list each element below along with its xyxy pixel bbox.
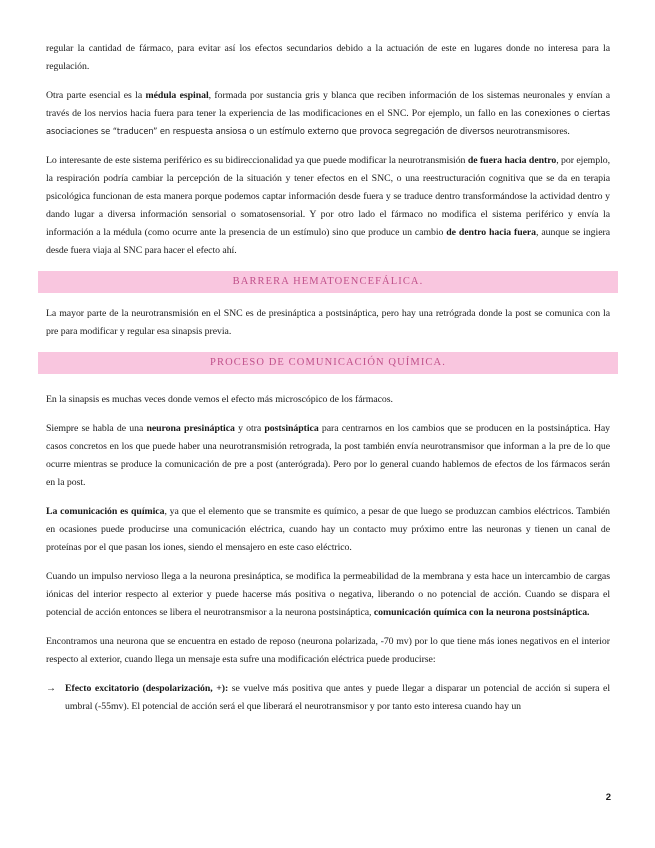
text-run-alt-font: conexiones o ciertas asociaciones se “traducen” en respuesta ansiosa o un estímulo externo que provoca segregación de diversos bbox=[46, 108, 610, 137]
text-run: Lo interesante de este sistema periférico es su bidireccionalidad ya que puede modificar la neurotransmisión bbox=[46, 155, 468, 166]
text-run: se vuelve más positiva que antes y puede llegar a disparar un potencial de acción si supera el umbral (-55mv). El potencial de acción será el que liberará el neurotransmisor y por tanto esto interesa cuando hay un bbox=[65, 683, 610, 712]
paragraph-medula-espinal bbox=[46, 87, 610, 141]
page-number: 2 bbox=[605, 792, 611, 803]
paragraph-bidireccionalidad bbox=[46, 152, 610, 260]
bullet-efecto-excitatorio bbox=[46, 680, 610, 716]
bold-term: comunicación química con la neurona postsináptica. bbox=[373, 607, 590, 618]
text-run: para centrarnos en los cambios que se producen en la postsináptica. Hay casos concretos en los que puede haber una neurotransmisión retrograda, la post también envía neurotransmisor que informan a la pre de lo que ocurre mientras se produce la comunicación de pre a post (anterógrada). Pero por lo general cuando hablemos de efectos de los fármacos serán en la post. bbox=[46, 423, 610, 488]
text-run: Siempre se habla de una bbox=[46, 423, 147, 434]
document-page bbox=[46, 40, 610, 716]
text-run: , aunque se ingiera desde fuera viaja al SNC para hacer el efecto ahí. bbox=[46, 227, 611, 256]
bold-term: La comunicación es química bbox=[46, 506, 165, 517]
bullet-text bbox=[65, 680, 610, 716]
paragraph-1: regular la cantidad de fármaco, para evitar así los efectos secundarios debido a la actuación de este en lugares donde no interesa para la regulación. bbox=[46, 43, 610, 72]
paragraph-sinapsis: En la sinapsis es muchas veces donde vemos el efecto más microscópico de los fármacos. bbox=[46, 394, 393, 405]
text-run: neurotransmisores. bbox=[494, 126, 570, 137]
arrow-right-icon: → bbox=[46, 683, 56, 694]
paragraph-presinaptica bbox=[46, 420, 610, 492]
text-run: Cuando un impulso nervioso llega a la neurona presináptica, se modifica la permeabilidad de la membrana y esta hace un intercambio de cargas iónicas del interior respecto al exterior y puede hacerse más positiva o negativa, liberando o no potencial de acción. Cuando se dispara el potencial de acción entonces se libera el neurotransmisor a la neurona postsináptica, bbox=[46, 571, 610, 618]
paragraph-comunicacion-quimica bbox=[46, 503, 610, 557]
paragraph-reposo: Encontramos una neurona que se encuentra en estado de reposo (neurona polarizada, -70 mv) por lo que tiene más iones negativos en el interior respecto al exterior, cuando llega un mensaje esta sufre una modificación eléctrica puede producirse: bbox=[46, 636, 610, 665]
bold-term: médula espinal bbox=[145, 90, 209, 101]
bold-term: de dentro hacia fuera bbox=[446, 227, 537, 238]
bold-term: Efecto excitatorio (despolarización, +): bbox=[65, 683, 229, 694]
paragraph-neurotransmision: La mayor parte de la neurotransmisión en el SNC es de presináptica a postsináptica, pero hay una retrógrada donde la post se comunica con la pre para modificar y regular esa sinapsis previa. bbox=[46, 308, 610, 337]
text-run: , formada por sustancia gris y blanca que reciben información de los sistemas neuronales y envían a través de los nervios hacia fuera para tener la experiencia de las modificaciones en el SNC. Por ejemplo, un fallo en las bbox=[46, 90, 610, 119]
bold-term: neurona presináptica bbox=[146, 423, 235, 434]
text-run: y otra bbox=[234, 423, 265, 434]
text-run: Otra parte esencial es la bbox=[46, 90, 146, 101]
section-heading-proceso: PROCESO DE COMUNICACIÓN QUÍMICA. bbox=[38, 352, 618, 374]
text-run: , ya que el elemento que se transmite es químico, a pesar de que luego se produzcan cambios eléctricos. También en ocasiones puede producirse una comunicación eléctrica, cuando hay un contacto muy próximo entre las neuronas y tienen un canal de proteínas por el que pasan los iones, siendo el mensajero en este caso eléctrico. bbox=[46, 506, 610, 553]
section-heading-barrera: BARRERA HEMATOENCEFÁLICA. bbox=[38, 271, 618, 293]
bold-term: de fuera hacia dentro bbox=[467, 155, 557, 166]
paragraph-impulso-nervioso bbox=[46, 568, 610, 622]
text-run: , por ejemplo, la respiración podría cambiar la percepción de la situación y tener efectos en el SNC, o una reestructuración cognitiva que se da en terapia psicológica funcionan de esta manera porque podemos captar información desde fuera y se traduce dentro transformándose la actividad dentro y dando lugar a diversa información sensorial o somatosensorial. Y por otro lado el fármaco no modifica el sistema periférico y envía la información a la médula (como ocurre ante la presencia de un estímulo) sino que produce un cambio bbox=[46, 155, 610, 238]
bold-term: postsináptica bbox=[264, 423, 319, 434]
